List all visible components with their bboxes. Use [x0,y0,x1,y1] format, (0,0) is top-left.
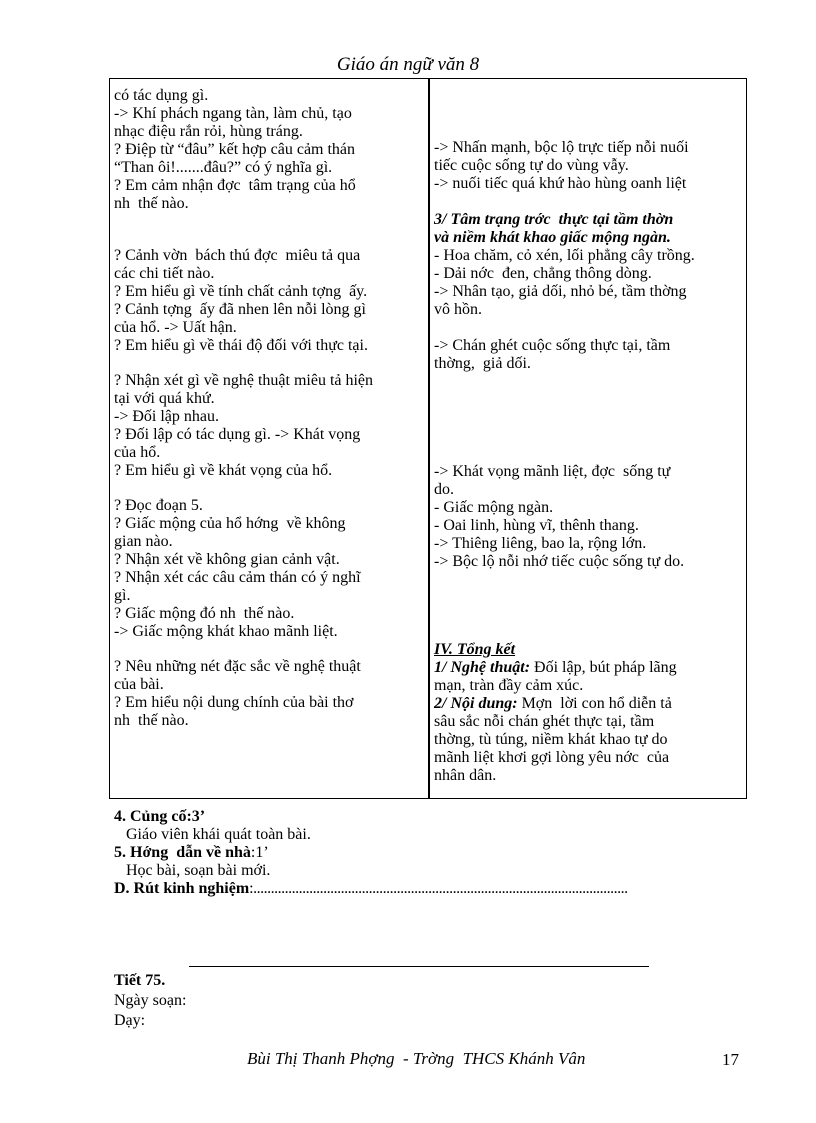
content-line: nhân dân. [434,767,497,784]
content-line: - Giấc mộng ngàn. [434,499,554,516]
question-line: ? Giấc mộng của hổ hớng về không [114,515,346,532]
experience-dots: :........................................................................................................... [249,880,628,897]
question-line: ? Em hiểu nội dung chính của bài thơ [114,694,354,711]
content-line: thờng, giả dối. [434,355,531,372]
homework-heading [114,844,754,862]
content-text: Mợn lời con hổ diễn tả [517,695,672,712]
question-line: ? Điệp từ “đâu” kết hợp câu cảm thán [114,141,356,158]
author-footer: Bùi Thị Thanh Phợng - Trờng THCS Khánh Vân [247,1049,586,1068]
content-line: - Dải nớc đen, chẳng thông dòng. [434,265,652,282]
next-lesson-block [114,972,186,1032]
question-line: của bài. [114,676,164,693]
question-line: gì. [114,587,131,604]
question-line: nh thế nào. [114,712,189,729]
content-line: sâu sắc nỗi chán ghét thực tại, tầm [434,713,655,730]
question-line: nhạc điệu rắn rỏi, hùng tráng. [114,123,303,140]
question-line: các chi tiết nào. [114,265,215,282]
question-line: ? Cảnh tợng ấy đã nhen lên nỗi lòng gì [114,301,366,318]
section-heading-3-cont: và niềm khát khao giấc mộng ngàn. [434,229,671,246]
question-line: -> Giấc mộng khát khao mãnh liệt. [114,623,338,640]
art-label: 1/ Nghệ thuật: [434,659,531,676]
content-label: 2/ Nội dung: [434,695,518,712]
question-line: ? Nhận xét gì về nghệ thuật miêu tả hiện [114,372,374,389]
content-line: -> Thiêng liêng, bao la, rộng lớn. [434,535,647,552]
page-number: 17 [722,1050,739,1069]
question-line: của hổ. -> Uất hận. [114,319,237,336]
separator-line [189,966,649,967]
question-line: ? Đối lập có tác dụng gì. -> Khát vọng [114,426,361,443]
blank-line [114,641,426,658]
blank-line [114,230,426,247]
content-line: -> Khát vọng mãnh liệt, đợc sống tự [434,463,671,480]
art-text: Đối lập, bút pháp lãng [530,659,677,676]
lesson-closing-section [114,808,754,898]
content-line: -> Nhấn mạnh, bộc lộ trực tiếp nỗi nuối [434,139,689,156]
homework-time: :1’ [250,844,269,861]
question-line: tại với quá khứ. [114,390,215,407]
content-summary [434,695,672,713]
section-heading-3: 3/ Tâm trạng trớc thực tại tầm thờn [434,211,674,228]
content-line: -> Chán ghét cuộc sống thực tại, tầm [434,337,671,354]
summary-heading: IV. Tổng kết [434,641,516,658]
question-line: -> Khí phách ngang tàn, làm chủ, tạo [114,105,352,122]
teacher-questions-column [114,87,426,730]
blank-line [114,213,426,230]
content-line: - Oai linh, hùng vĩ, thênh thang. [434,517,639,534]
question-line: -> Đối lập nhau. [114,408,219,425]
prep-date-label: Ngày soạn: [114,992,187,1009]
content-line: -> Bộc lộ nỗi nhớ tiếc cuộc sống tự do. [434,553,685,570]
content-line: thờng, tù túng, niềm khát khao tự do [434,731,668,748]
question-line: ? Nêu những nét đặc sắc về nghệ thuật [114,658,361,675]
consolidation-heading: 4. Củng cố:3’ [114,808,206,825]
homework-label: 5. Hớng dẫn về nhà [114,844,251,861]
question-line: ? Nhận xét các câu cảm thán có ý nghĩ [114,569,361,586]
question-line: ? Nhận xét về không gian cảnh vật. [114,551,340,568]
blank-line [114,480,426,497]
content-line: do. [434,481,454,498]
content-line: mạn, tràn đầy cảm xúc. [434,677,584,694]
content-line: - Hoa chăm, cỏ xén, lối phẳng cây trồng. [434,247,695,264]
column-divider [428,79,430,798]
question-line: có tác dụng gì. [114,87,209,104]
question-line: gian nào. [114,533,173,550]
question-line: của hổ. [114,444,161,461]
question-line: ? Cảnh vờn bách thú đợc miêu tả qua [114,247,361,264]
content-line: tiếc cuộc sống tự do vùng vẫy. [434,157,629,174]
experience-label: D. Rút kinh nghiệm [114,880,250,897]
consolidation-text: Giáo viên khái quát toàn bài. [126,826,311,843]
content-line: vô hồn. [434,301,482,318]
question-line: ? Giấc mộng đó nh thế nào. [114,605,295,622]
question-line: ? Em hiểu gì về khát vọng của hổ. [114,462,333,479]
teach-date-label: Dạy: [114,1012,146,1029]
lesson-number: Tiết 75. [114,972,166,989]
document-header-title: Giáo án ngữ văn 8 [336,54,480,75]
question-line: ? Em cảm nhận đợc tâm trạng của hổ [114,177,356,194]
homework-text: Học bài, soạn bài mới. [126,862,271,879]
content-line: -> nuối tiếc quá khứ hào hùng oanh liệt [434,175,687,192]
question-line: “Than ôi!.......đâu?” có ý nghĩa gì. [114,159,333,176]
art-summary [434,659,677,677]
question-line: ? Đọc đoạn 5. [114,497,203,514]
question-line: ? Em hiểu gì về tính chất cảnh tợng ấy. [114,283,368,300]
content-line: mãnh liệt khơi gợi lòng yêu nớc của [434,749,670,766]
content-line: -> Nhân tạo, giả dối, nhỏ bé, tầm thờng [434,283,687,300]
question-line: nh thế nào. [114,195,189,212]
blank-line [114,355,426,372]
experience-heading [114,880,754,898]
lesson-table [109,78,747,799]
question-line: ? Em hiểu gì về thái độ đối với thực tại. [114,337,368,354]
